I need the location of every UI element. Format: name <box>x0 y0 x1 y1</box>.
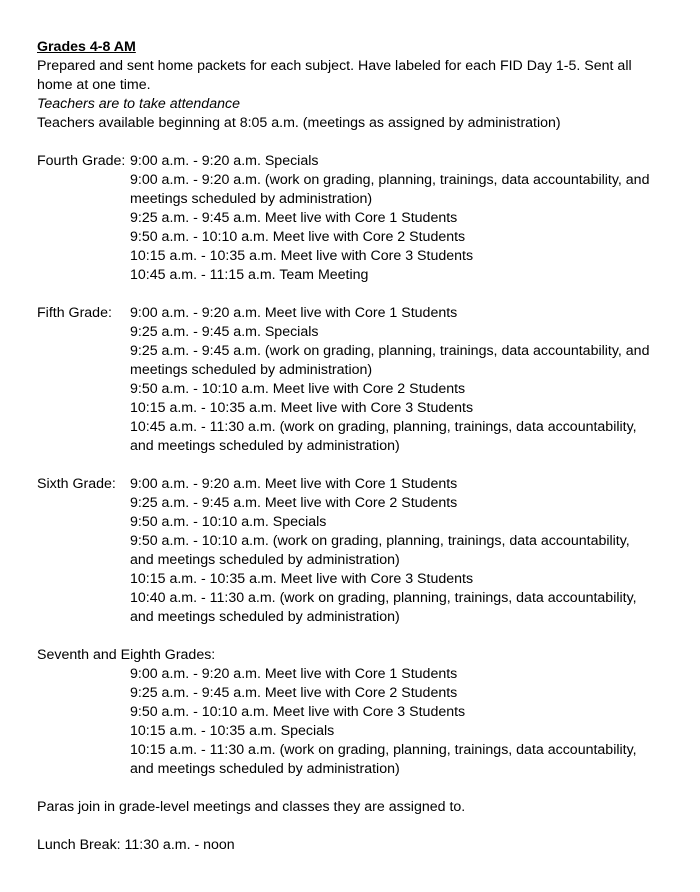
schedule-entry: 9:50 a.m. - 10:10 a.m. Meet live with Core 2 Students <box>130 229 466 245</box>
spacer <box>37 817 657 836</box>
schedule-entry: 10:45 a.m. - 11:30 a.m. (work on grading, planning, trainings, data accountability, and meetings scheduled by administration) <box>130 419 637 454</box>
schedule-list <box>130 475 657 627</box>
schedule-entry: 9:00 a.m. - 9:20 a.m. Meet live with Core 1 Students <box>130 476 458 492</box>
schedule-entry: 9:00 a.m. - 9:20 a.m. Meet live with Core 1 Students <box>130 666 458 682</box>
schedule-list <box>130 304 657 456</box>
schedule-entry: 9:00 a.m. - 9:20 a.m. (work on grading, planning, trainings, data accountability, and meetings scheduled by administration) <box>130 172 650 207</box>
schedule-entry: 9:00 a.m. - 9:20 a.m. Specials <box>130 153 319 169</box>
intro-availability: Teachers available beginning at 8:05 a.m. (meetings as assigned by administration) <box>37 115 561 131</box>
grade-label: Sixth Grade: <box>37 476 116 492</box>
lunch-break: Lunch Break: 11:30 a.m. - noon <box>37 837 235 853</box>
grade-section-fourth <box>37 152 657 285</box>
spacer <box>37 133 657 152</box>
intro-packets: Prepared and sent home packets for each subject. Have labeled for each FID Day 1-5. Sent all home at one time. <box>37 58 632 93</box>
schedule-entry: 9:50 a.m. - 10:10 a.m. Meet live with Core 2 Students <box>130 381 466 397</box>
page-title: Grades 4-8 AM <box>37 39 136 55</box>
schedule-entry: 9:50 a.m. - 10:10 a.m. Meet live with Core 3 Students <box>130 704 466 720</box>
schedule-entry: 10:15 a.m. - 10:35 a.m. Meet live with Core 3 Students <box>130 248 474 264</box>
spacer <box>37 779 657 798</box>
schedule-entry: 10:15 a.m. - 10:35 a.m. Specials <box>130 723 335 739</box>
schedule-entry: 9:00 a.m. - 9:20 a.m. Meet live with Core 1 Students <box>130 305 458 321</box>
schedule-entry: 9:25 a.m. - 9:45 a.m. Meet live with Core 1 Students <box>130 210 458 226</box>
intro-attendance: Teachers are to take attendance <box>37 96 240 112</box>
schedule-entry: 10:15 a.m. - 10:35 a.m. Meet live with Core 3 Students <box>130 400 474 416</box>
spacer <box>37 627 657 646</box>
schedule-entry: 10:40 a.m. - 11:30 a.m. (work on grading, planning, trainings, data accountability, and meetings scheduled by administration) <box>130 590 637 625</box>
grade-section-seventh-eighth <box>37 646 657 779</box>
spacer <box>37 456 657 475</box>
schedule-entry: 10:15 a.m. - 10:35 a.m. Meet live with Core 3 Students <box>130 571 474 587</box>
schedule-entry: 9:25 a.m. - 9:45 a.m. Meet live with Core 2 Students <box>130 495 458 511</box>
schedule-entry: 9:25 a.m. - 9:45 a.m. (work on grading, planning, trainings, data accountability, and meetings scheduled by administration) <box>130 343 650 378</box>
schedule-entry: 10:45 a.m. - 11:15 a.m. Team Meeting <box>130 267 369 283</box>
schedule-list <box>130 665 657 779</box>
grade-label: Seventh and Eighth Grades: <box>37 647 216 663</box>
schedule-list <box>130 152 657 285</box>
paras-note: Paras join in grade-level meetings and classes they are assigned to. <box>37 799 466 815</box>
spacer <box>37 285 657 304</box>
grade-section-fifth <box>37 304 657 456</box>
schedule-entry: 9:50 a.m. - 10:10 a.m. (work on grading, planning, trainings, data accountability, and meetings scheduled by administration) <box>130 533 630 568</box>
grade-label: Fourth Grade: <box>37 153 126 169</box>
grade-section-sixth <box>37 475 657 627</box>
schedule-entry: 9:50 a.m. - 10:10 a.m. Specials <box>130 514 327 530</box>
grade-label: Fifth Grade: <box>37 305 112 321</box>
schedule-entry: 10:15 a.m. - 11:30 a.m. (work on grading, planning, trainings, data accountability, and meetings scheduled by administration) <box>130 742 637 777</box>
schedule-entry: 9:25 a.m. - 9:45 a.m. Specials <box>130 324 319 340</box>
schedule-entry: 9:25 a.m. - 9:45 a.m. Meet live with Core 2 Students <box>130 685 458 701</box>
